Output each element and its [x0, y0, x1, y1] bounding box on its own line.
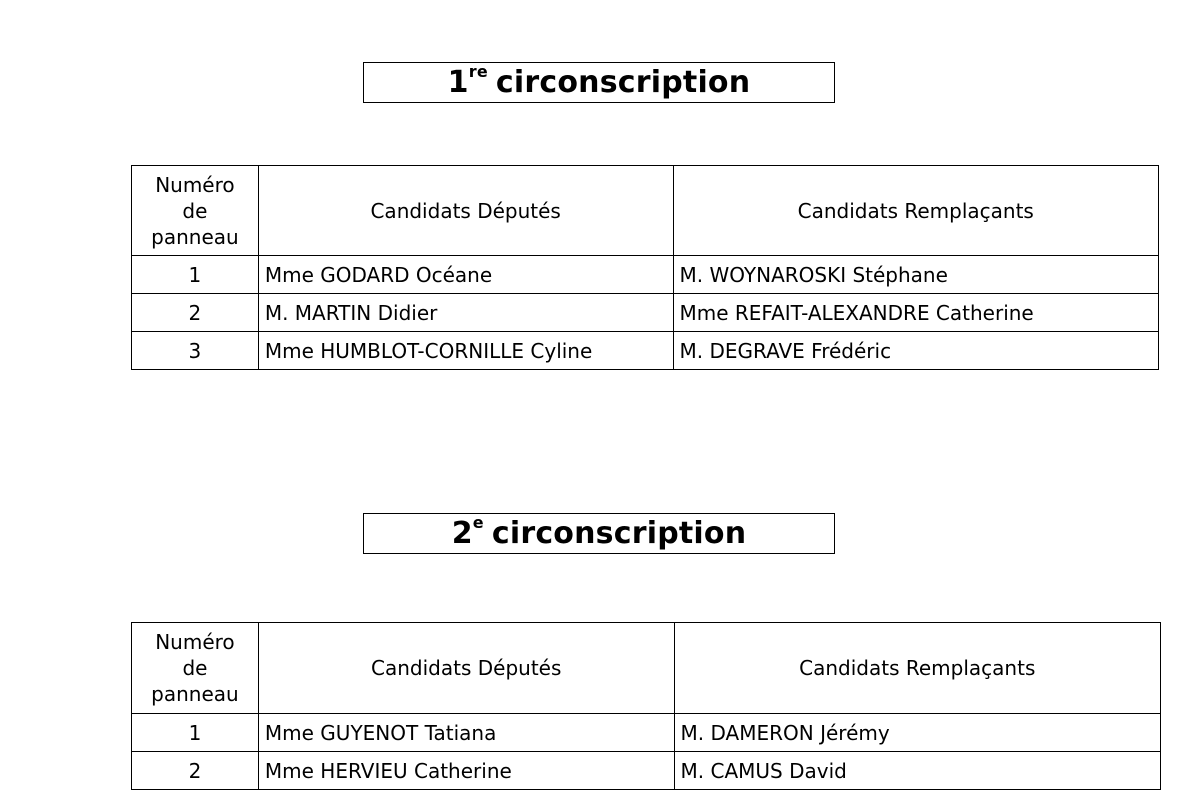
cell-num: 2 — [132, 294, 259, 332]
section-title-text: circonscription — [491, 516, 747, 551]
cell-depute: M. MARTIN Didier — [258, 294, 673, 332]
cell-remplacant: M. DAMERON Jérémy — [674, 714, 1160, 752]
section-title-suffix: e — [472, 513, 484, 532]
table-row — [132, 714, 1161, 752]
header-candidats-remplacants: Candidats Remplaçants — [674, 623, 1160, 714]
cell-depute: Mme HERVIEU Catherine — [258, 752, 674, 790]
cell-remplacant: M. DEGRAVE Frédéric — [673, 332, 1159, 370]
cell-num: 3 — [132, 332, 259, 370]
section-title-suffix: re — [468, 62, 488, 81]
section-title-1 — [363, 62, 835, 103]
header-line: panneau — [151, 682, 239, 706]
header-numero-panneau — [132, 623, 259, 714]
table-row — [132, 294, 1159, 332]
section-title-text: circonscription — [495, 65, 751, 100]
section-title-number: 2 — [451, 516, 473, 551]
cell-depute: Mme HUMBLOT-CORNILLE Cyline — [258, 332, 673, 370]
cell-num: 1 — [132, 714, 259, 752]
candidates-table-1 — [131, 165, 1159, 370]
table-row — [132, 256, 1159, 294]
header-line: panneau — [151, 224, 239, 249]
table-row — [132, 752, 1161, 790]
table-header-row — [132, 166, 1159, 256]
header-line: de — [182, 656, 208, 680]
table-header-row — [132, 623, 1161, 714]
cell-remplacant: Mme REFAIT-ALEXANDRE Catherine — [673, 294, 1159, 332]
header-candidats-remplacants: Candidats Remplaçants — [673, 166, 1159, 256]
table-row — [132, 332, 1159, 370]
cell-depute: Mme GODARD Océane — [258, 256, 673, 294]
header-line: Numéro — [155, 172, 235, 197]
header-line: de — [182, 198, 208, 223]
header-candidats-deputes: Candidats Députés — [258, 166, 673, 256]
header-line: Numéro — [155, 630, 235, 654]
section-title-2 — [363, 513, 835, 554]
cell-remplacant: M. CAMUS David — [674, 752, 1160, 790]
cell-num: 2 — [132, 752, 259, 790]
cell-num: 1 — [132, 256, 259, 294]
header-candidats-deputes: Candidats Députés — [258, 623, 674, 714]
candidates-table-2 — [131, 622, 1161, 790]
section-title-number: 1 — [447, 65, 469, 100]
header-numero-panneau — [132, 166, 259, 256]
cell-remplacant: M. WOYNAROSKI Stéphane — [673, 256, 1159, 294]
cell-depute: Mme GUYENOT Tatiana — [258, 714, 674, 752]
